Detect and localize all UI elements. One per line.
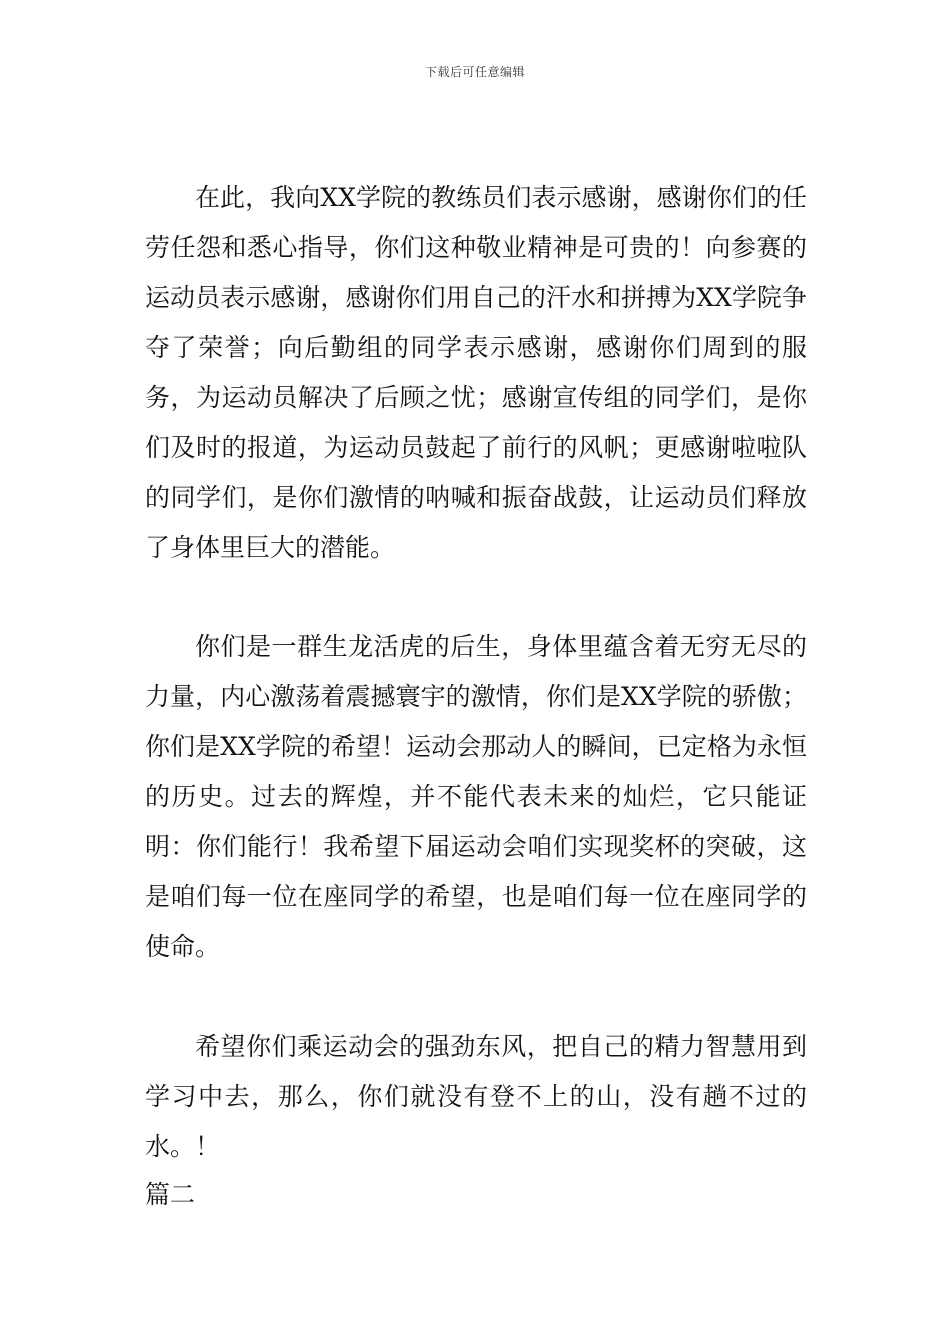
paragraph-hope: 希望你们乘运动会的强劲东风，把自己的精力智慧用到学习中去，那么，你们就没有登不上的山，没有趟不过的水。！ — [145, 1032, 807, 1161]
page-header-note: 下载后可任意编辑 — [424, 65, 525, 79]
paragraph-thanks: 在此，我向XX学院的教练员们表示感谢，感谢你们的任劳任怨和悉心指导，你们这种敬业精神是可贵的！向参赛的运动员表示感谢，感谢你们用自己的汗水和拼搏为XX学院争夺了荣誉；向后勤组的同学表示感谢，感谢你们周到的服务，为运动员解决了后顾之忧；感谢宣传组的同学们，是你们及时的报道，为运动员鼓起了前行的风帆；更感谢啦啦队的同学们，是你们激情的呐喊和振奋战鼓，让运动员们释放了身体里巨大的潜能。 — [145, 183, 807, 562]
section-heading: 篇二 — [145, 1180, 196, 1209]
paragraph-encouragement: 你们是一群生龙活虎的后生，身体里蕴含着无穷无尽的力量，内心激荡着震撼寰宇的激情，你们是XX学院的骄傲；你们是XX学院的希望！运动会那动人的瞬间，已定格为永恒的历史。过去的辉煌，并不能代表未来的灿烂，它只能证明：你们能行！我希望下届运动会咱们实现奖杯的突破，这是咱们每一位在座同学的希望，也是咱们每一位在座同学的使命。 — [145, 632, 807, 961]
